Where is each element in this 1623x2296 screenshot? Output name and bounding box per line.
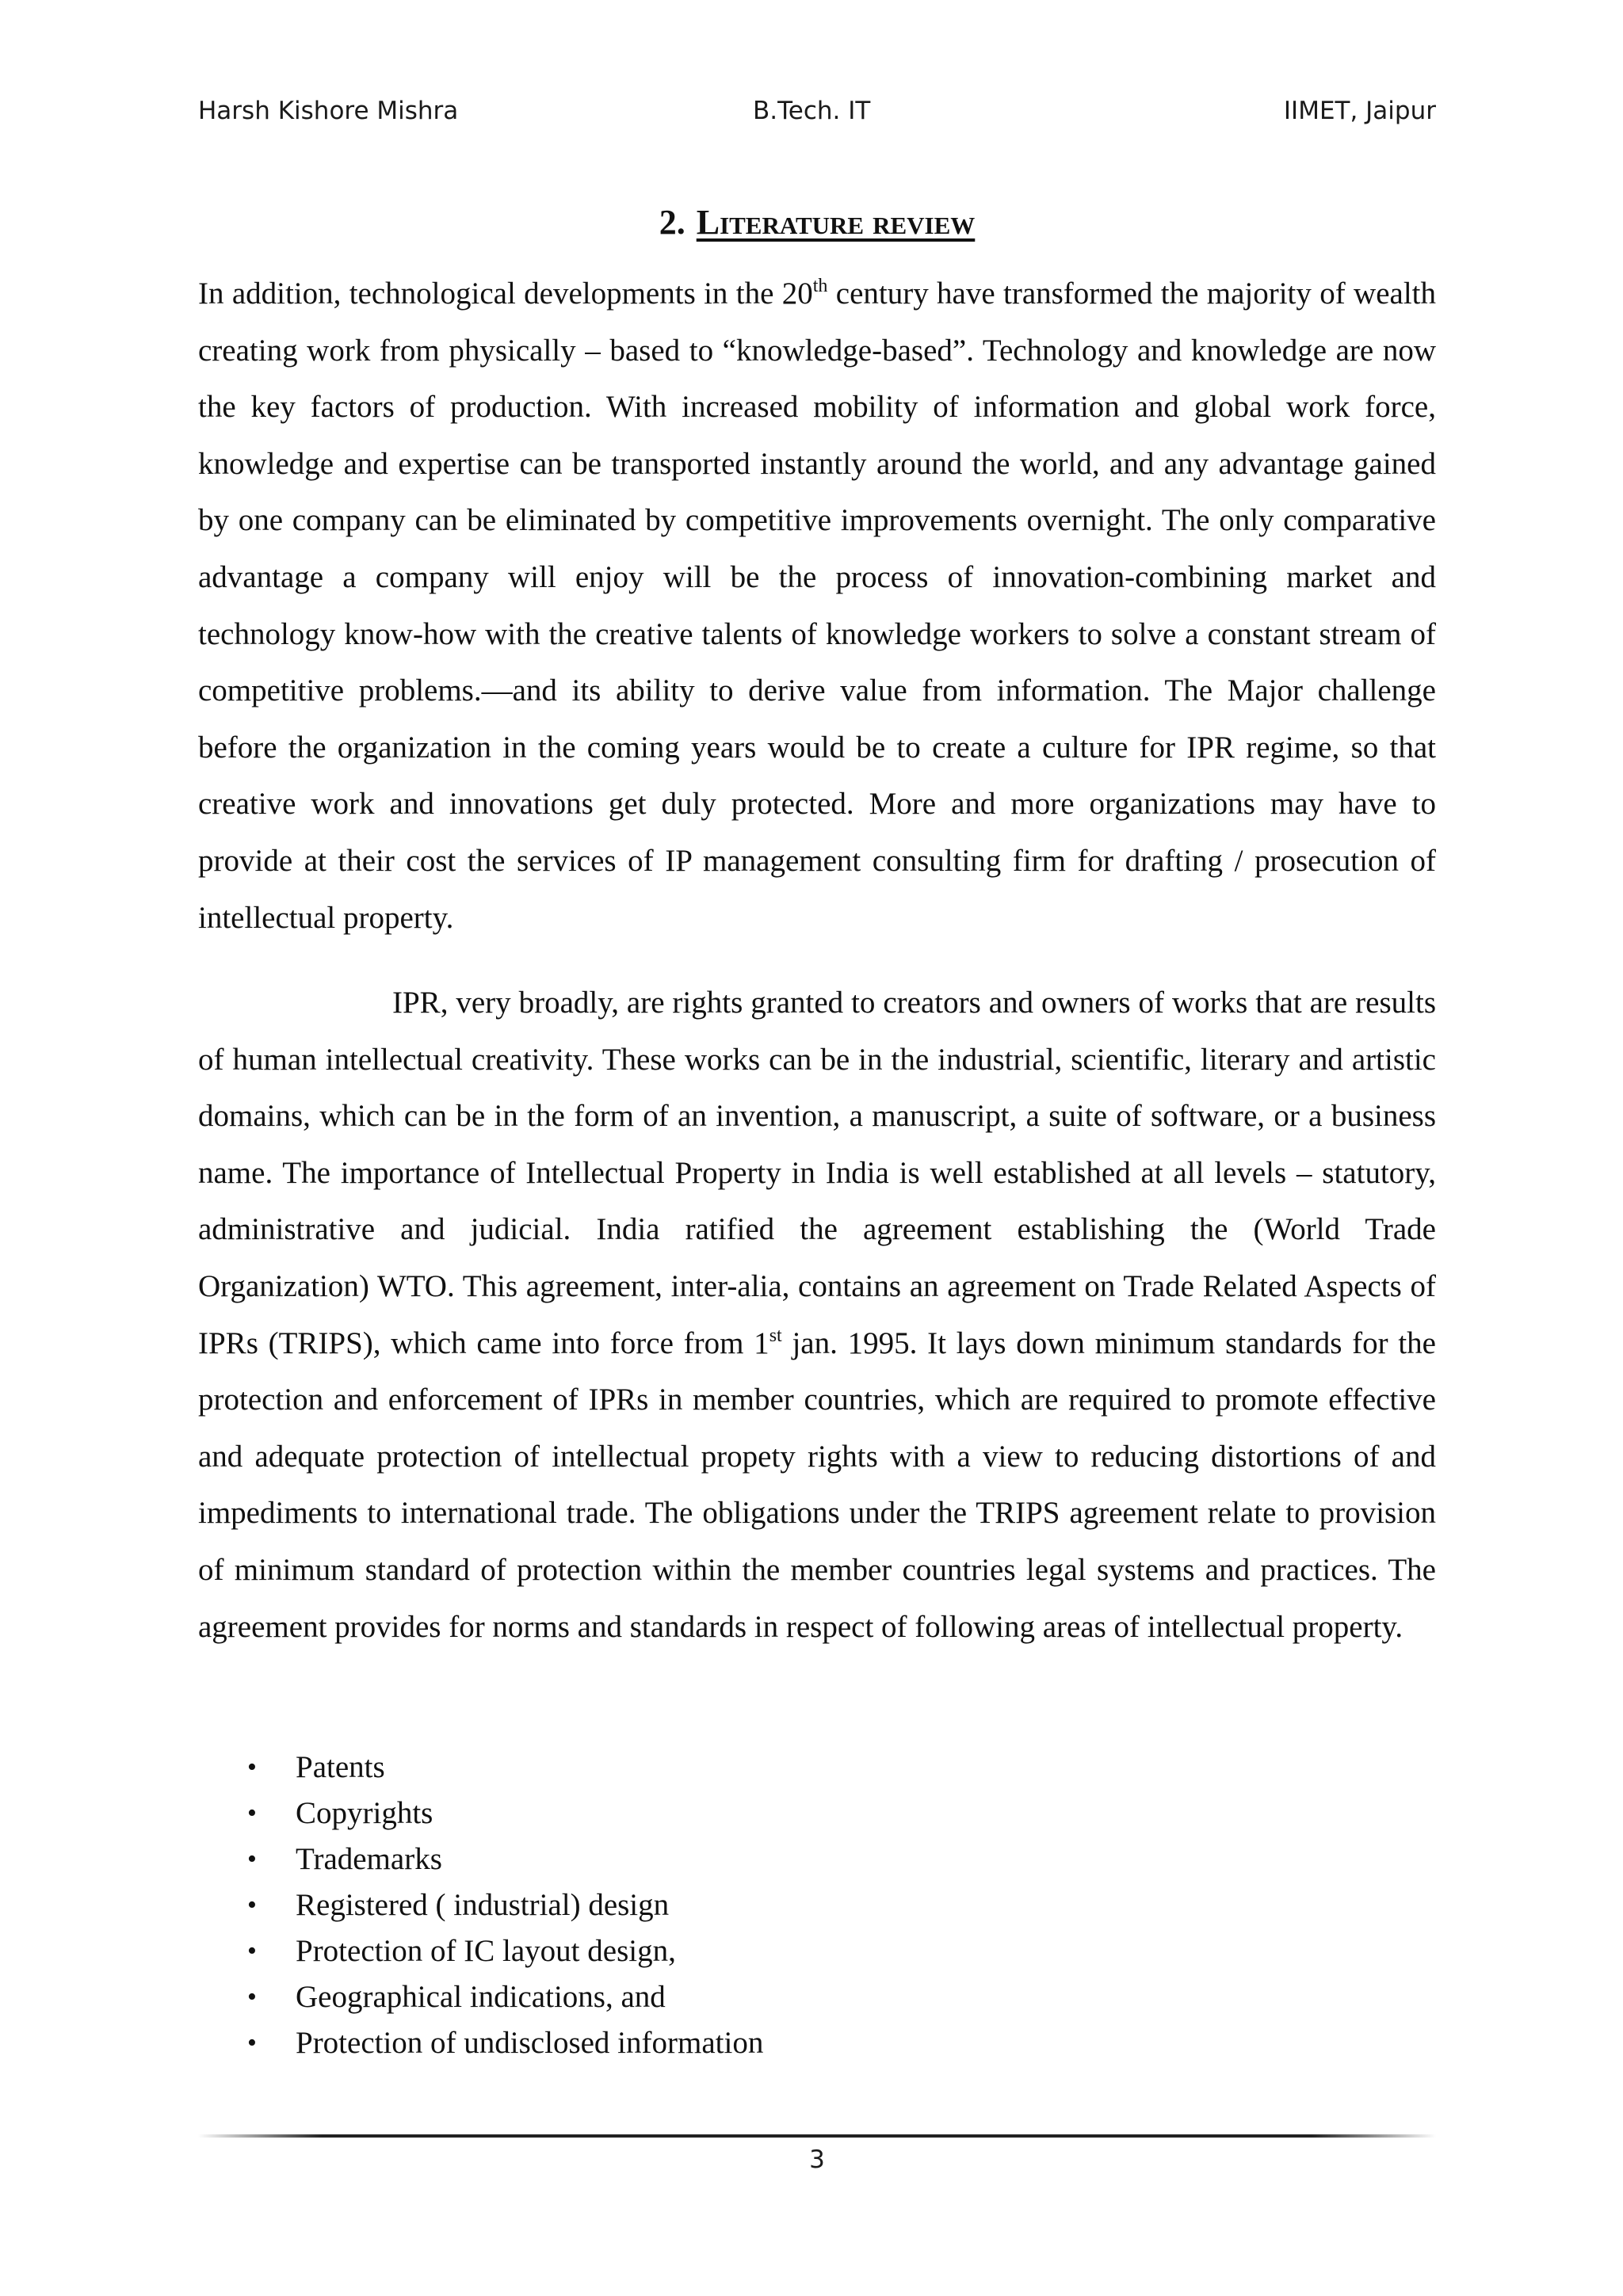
bullet-icon: • xyxy=(247,1936,257,1966)
bullet-icon: • xyxy=(247,2028,257,2058)
list-item xyxy=(198,1836,1436,1882)
paragraph-2-text-a: IPR, very broadly, are rights granted to creators and owners of works that are results of human intellectual creativity. These works can be in the industrial, scientific, literary and artistic domains, which can be in the form of an invention, a manuscript, a suite of software, or a business name. The importance of Intellectual Property in India is well established at all levels – statutory, administrative and judicial. India ratified the agreement establishing the (World Trade Organization) WTO. This agreement, inter-alia, contains an agreement on Trade Related Aspects of IPRs (TRIPS), which came into force from 1 xyxy=(198,986,1436,1360)
ip-areas-list xyxy=(198,1745,1436,2066)
list-item xyxy=(198,1928,1436,1974)
header-course: B.Tech. IT xyxy=(753,97,871,125)
paragraph-1-text-b: century have transformed the majority of wealth creating work from physically – based to “knowledge-based”. Technology and knowledge are now the key factors of production. With increased mobility of information and global work force, knowledge and expertise can be transported instantly around the world, and any advantage gained by one company can be eliminated by competitive improvements overnight. The only comparative advantage a company will enjoy will be the process of innovation-combining market and technology know-how with the creative talents of knowledge workers to solve a constant stream of competitive problems.—and its ability to derive value from information. The Major challenge before the organization in the coming years would be to create a culture for IPR regime, so that creative work and innovations get duly protected. More and more organizations may have to provide at their cost the services of IP management consulting firm for drafting / prosecution of intellectual property. xyxy=(198,277,1436,935)
list-item xyxy=(198,1974,1436,2020)
bullet-icon: • xyxy=(247,1982,257,2012)
bullet-icon: • xyxy=(247,1798,257,1828)
header-institute: IIMET, Jaipur xyxy=(1283,97,1436,125)
bullet-icon: • xyxy=(247,1890,257,1920)
list-item-text: Geographical indications, and xyxy=(296,1980,666,2014)
list-item-text: Trademarks xyxy=(296,1842,442,1876)
paragraph-technology xyxy=(198,265,1436,946)
running-header xyxy=(198,97,1436,138)
paragraph-2-text-b: jan. 1995. It lays down minimum standards for the protection and enforcement of IPRs in member countries, which are required to promote effective and adequate protection of intellectual propety rights with a view to reducing distortions of and impediments to international trade. The obligations under the TRIPS agreement relate to provision of minimum standard of protection within the member countries legal systems and practices. The agreement provides for norms and standards in respect of following areas of intellectual property. xyxy=(198,1325,1436,1644)
paragraph-1-text-a: In addition, technological developments in the 20 xyxy=(198,277,813,311)
list-item xyxy=(198,1745,1436,1791)
list-item xyxy=(198,1791,1436,1836)
list-item-text: Registered ( industrial) design xyxy=(296,1888,670,1922)
header-author: Harsh Kishore Mishra xyxy=(198,97,459,125)
list-item-text: Patents xyxy=(296,1750,385,1784)
bullet-icon: • xyxy=(247,1844,257,1874)
list-item-text: Protection of undisclosed information xyxy=(296,2026,764,2060)
paragraph-2-superscript: st xyxy=(769,1325,782,1346)
list-item xyxy=(198,1882,1436,1928)
paragraph-ipr xyxy=(198,974,1436,1655)
footer-divider xyxy=(198,2134,1436,2138)
page-number: 3 xyxy=(809,2145,825,2174)
section-number: 2. xyxy=(659,203,685,242)
section-heading xyxy=(198,199,1436,246)
section-title: Literature review xyxy=(696,203,976,242)
list-item-text: Protection of IC layout design, xyxy=(296,1934,676,1968)
list-item-text: Copyrights xyxy=(296,1796,433,1830)
paragraph-1-superscript: th xyxy=(812,276,828,296)
bullet-icon: • xyxy=(247,1753,257,1782)
list-item xyxy=(198,2020,1436,2066)
